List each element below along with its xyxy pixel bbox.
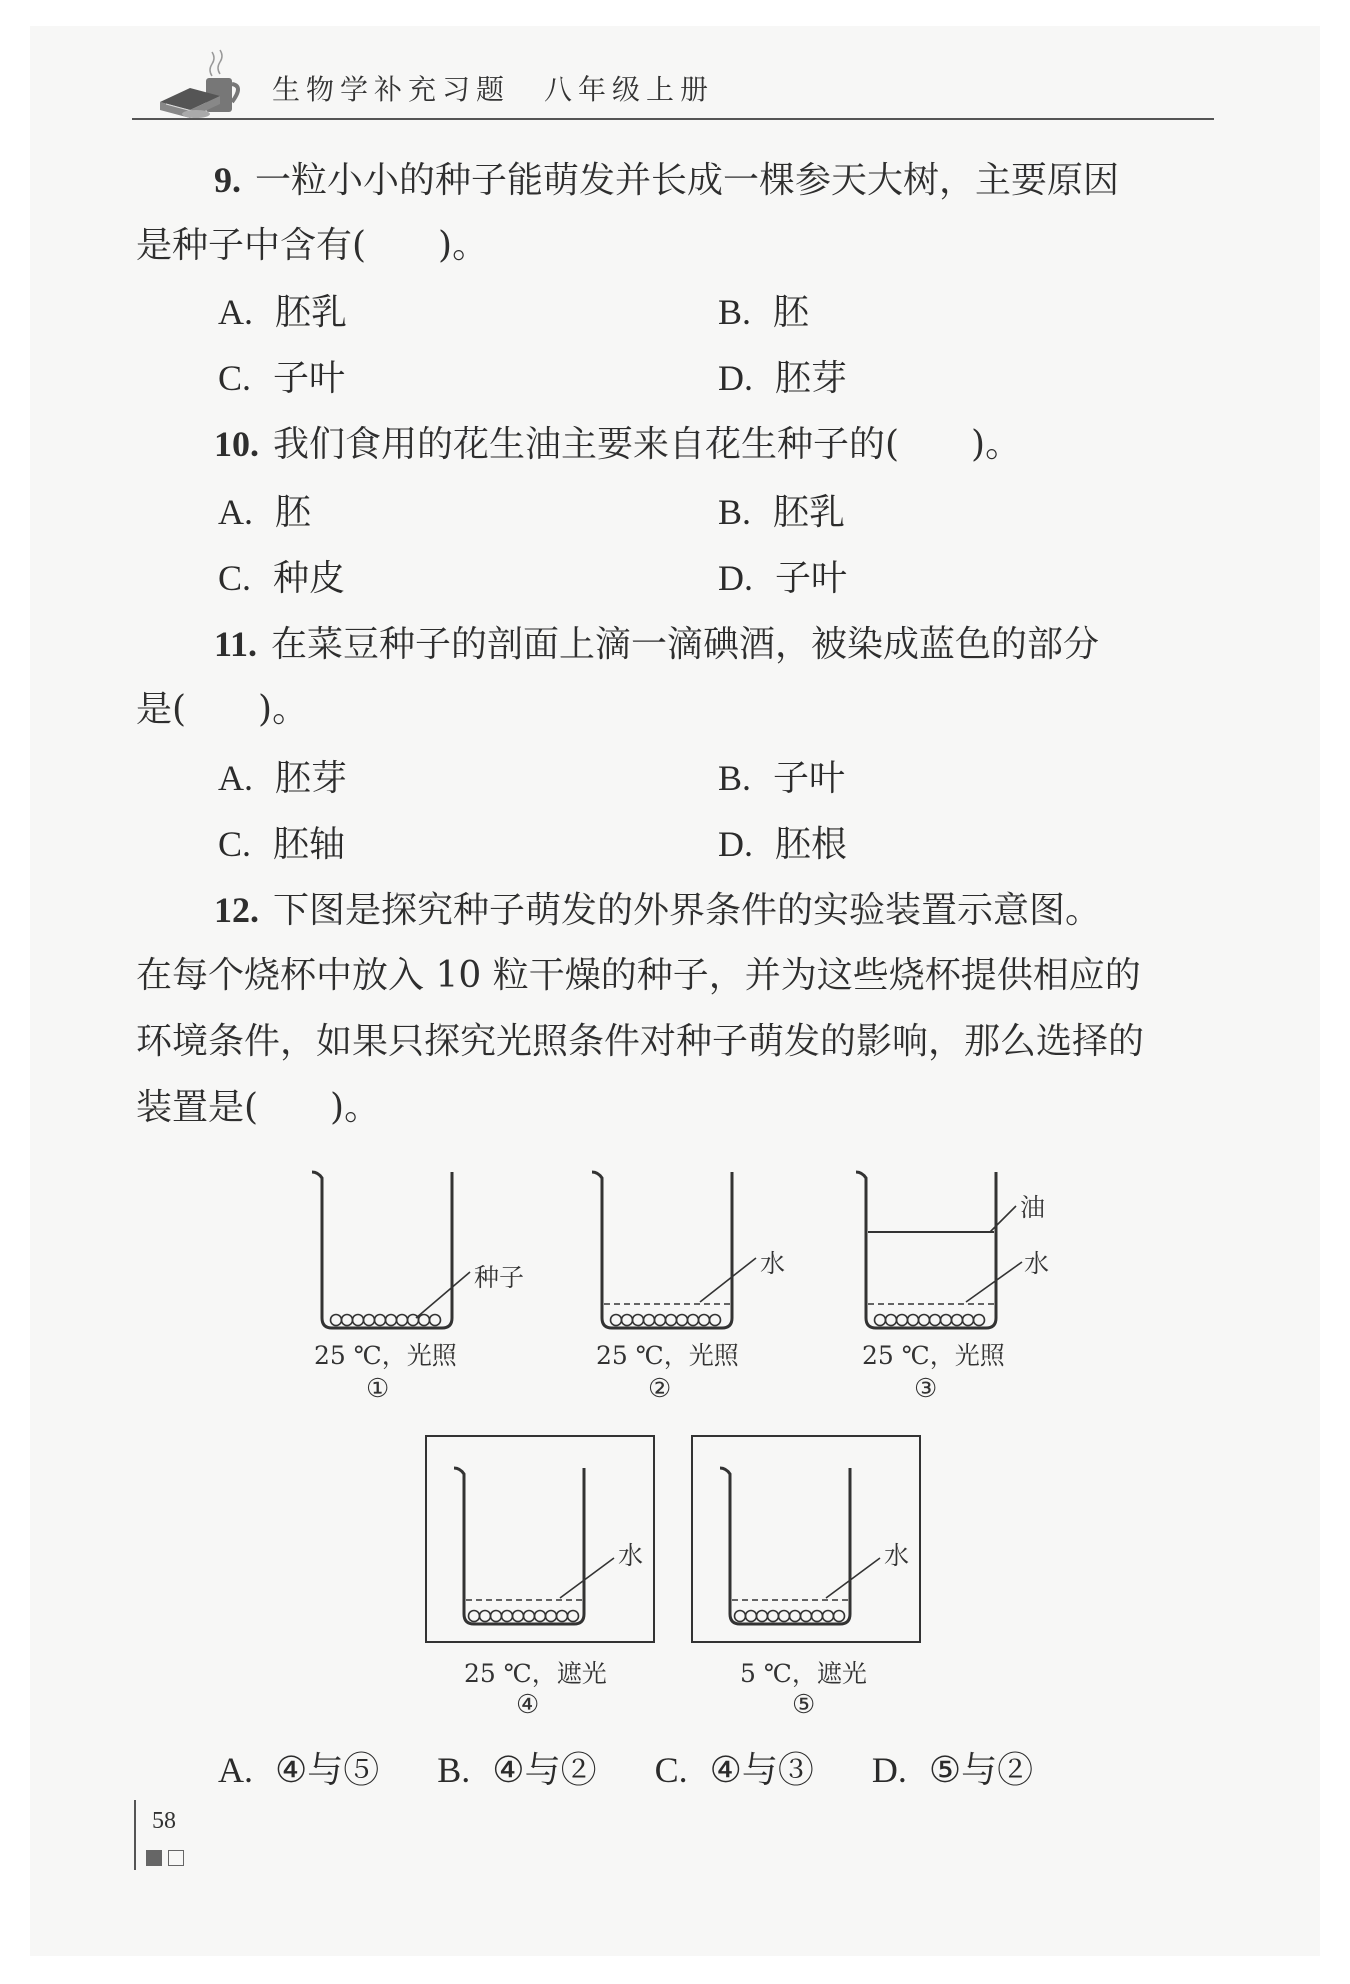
question-text: 在菜豆种子的剖面上滴一滴碘酒，被染成蓝色的部分 (271, 624, 1100, 665)
option-d: D. ⑤与② (871, 1750, 1034, 1791)
option-c: C. 胚轴 (218, 824, 346, 865)
beaker-2 (592, 1172, 756, 1328)
label-water: 水 (1024, 1249, 1050, 1278)
option-a: A. 胚 (218, 492, 312, 533)
condition-3: 25 ℃，光照 (862, 1341, 1005, 1370)
question-12-stem-line3: 环境条件，如果只探究光照条件对种子萌发的影响，那么选择的 (136, 1021, 1145, 1062)
condition-1: 25 ℃，光照 (314, 1341, 457, 1370)
leader-line (416, 1272, 470, 1318)
beaker-4 (454, 1468, 614, 1624)
beaker-3 (856, 1172, 1022, 1328)
option-c: C. 子叶 (218, 358, 346, 399)
book-title: 生物学补充习题 八年级上册 (272, 73, 715, 106)
option-d: D. 胚根 (718, 824, 848, 865)
option-c: C. ④与③ (654, 1750, 814, 1791)
beaker-number-1: ① (366, 1374, 390, 1404)
condition-2: 25 ℃，光照 (596, 1341, 739, 1370)
question-text: 下图是探究种子萌发的外界条件的实验装置示意图。 (273, 890, 1102, 931)
label-oil: 油 (1020, 1193, 1046, 1222)
question-12-options (218, 1748, 1091, 1793)
beaker-number-5: ⑤ (792, 1690, 816, 1720)
label-water: 水 (884, 1541, 910, 1570)
question-number: 12. (214, 890, 259, 930)
question-11-stem-cont: 是( )。 (136, 689, 309, 730)
beaker-number-4: ④ (516, 1690, 540, 1720)
question-number: 11. (214, 624, 258, 664)
empty-square-icon (168, 1850, 184, 1866)
beaker-number-2: ② (648, 1374, 672, 1404)
question-12-stem-line4: 装置是( )。 (136, 1087, 381, 1128)
condition-4: 25 ℃，遮光 (464, 1659, 607, 1688)
question-text: 一粒小小的种子能萌发并长成一棵参天大树，主要原因 (255, 160, 1120, 201)
option-b: B. 子叶 (718, 758, 846, 799)
label-water: 水 (760, 1249, 786, 1278)
seed-row (331, 1315, 441, 1326)
option-b: B. ④与② (437, 1750, 597, 1791)
beaker-5 (720, 1468, 880, 1624)
question-text: 我们食用的花生油主要来自花生种子的( )。 (273, 424, 1022, 465)
option-b: B. 胚 (718, 292, 810, 333)
question-12-stem-line2: 在每个烧杯中放入 10 粒干燥的种子，并为这些烧杯提供相应的 (136, 955, 1141, 996)
option-c: C. 种皮 (218, 558, 346, 599)
option-d: D. 子叶 (718, 558, 848, 599)
question-9-stem-cont: 是种子中含有( )。 (136, 225, 489, 266)
filled-square-icon (146, 1850, 162, 1866)
option-a: A. 胚乳 (218, 292, 348, 333)
footer-bar (134, 1800, 136, 1870)
page-number: 58 (152, 1808, 176, 1834)
question-number: 9. (214, 160, 241, 200)
question-number: 10. (214, 424, 259, 464)
option-a: A. 胚芽 (218, 758, 348, 799)
option-b: B. 胚乳 (718, 492, 846, 533)
option-a: A. ④与⑤ (218, 1750, 380, 1791)
condition-5: 5 ℃，遮光 (740, 1659, 867, 1688)
beaker-number-3: ③ (914, 1374, 938, 1404)
label-seed: 种子 (474, 1263, 525, 1292)
label-water: 水 (618, 1541, 644, 1570)
beaker-1 (312, 1172, 470, 1328)
option-d: D. 胚芽 (718, 358, 848, 399)
